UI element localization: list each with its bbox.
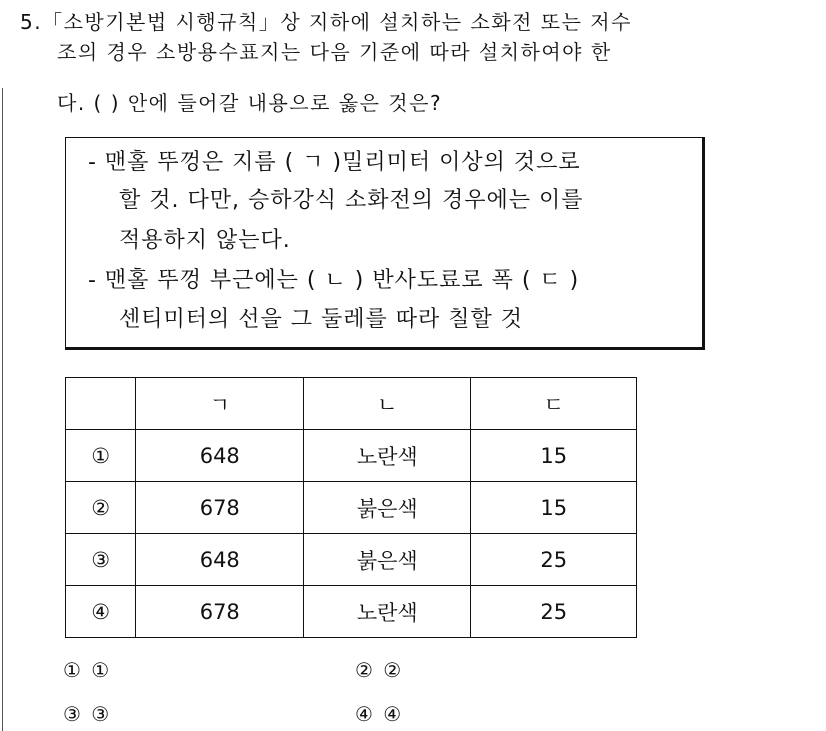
row-number-cell: ③ (66, 534, 136, 586)
header-cell-blank (66, 378, 136, 430)
paint-color-cell: 붉은색 (304, 482, 471, 534)
answer-choice-1[interactable]: ① ① (63, 658, 112, 682)
answer-choice-4[interactable]: ④ ④ (355, 702, 404, 726)
condition-line-1: - 맨홀 뚜껑은 지름 ( ㄱ )밀리미터 이상의 것으로 (88, 150, 581, 175)
line-width-cell: 25 (471, 534, 637, 586)
line-width-cell: 15 (471, 482, 637, 534)
header-cell-giyeok: ㄱ (136, 378, 304, 430)
answer-table (65, 377, 637, 638)
diameter-cell: 678 (136, 586, 304, 638)
condition-box (65, 137, 705, 350)
condition-line-4: - 맨홀 뚜껑 부근에는 ( ㄴ ) 반사도료로 폭 ( ㄷ ) (88, 268, 580, 293)
answer-choice-2[interactable]: ② ② (355, 658, 404, 682)
row-number-cell: ② (66, 482, 136, 534)
table-row (66, 586, 637, 638)
header-cell-nieun: ㄴ (304, 378, 471, 430)
condition-line-2: 할 것. 다만, 승하강식 소화전의 경우에는 이를 (119, 188, 584, 213)
condition-line-5: 센티미터의 선을 그 둘레를 따라 칠할 것 (119, 307, 523, 332)
question-stem-line-1: 5.「소방기본법 시행규칙」상 지하에 설치하는 소화전 또는 저수 (20, 10, 632, 34)
line-width-cell: 25 (471, 586, 637, 638)
answer-choice-3[interactable]: ③ ③ (63, 702, 112, 726)
table-row (66, 534, 637, 586)
paint-color-cell: 노란색 (304, 430, 471, 482)
header-cell-digeut: ㄷ (471, 378, 637, 430)
paint-color-cell: 노란색 (304, 586, 471, 638)
left-margin-rule (2, 88, 3, 731)
paint-color-cell: 붉은색 (304, 534, 471, 586)
table-header-row (66, 378, 637, 430)
table-row (66, 482, 637, 534)
row-number-cell: ④ (66, 586, 136, 638)
diameter-cell: 678 (136, 482, 304, 534)
line-width-cell: 15 (471, 430, 637, 482)
condition-line-3: 적용하지 않는다. (119, 228, 291, 253)
diameter-cell: 648 (136, 430, 304, 482)
table-row (66, 430, 637, 482)
diameter-cell: 648 (136, 534, 304, 586)
question-stem-line-2: 조의 경우 소방용수표지는 다음 기준에 따라 설치하여야 한 (57, 40, 612, 64)
row-number-cell: ① (66, 430, 136, 482)
question-stem-line-3: 다. ( ) 안에 들어갈 내용으로 옳은 것은? (57, 91, 443, 115)
